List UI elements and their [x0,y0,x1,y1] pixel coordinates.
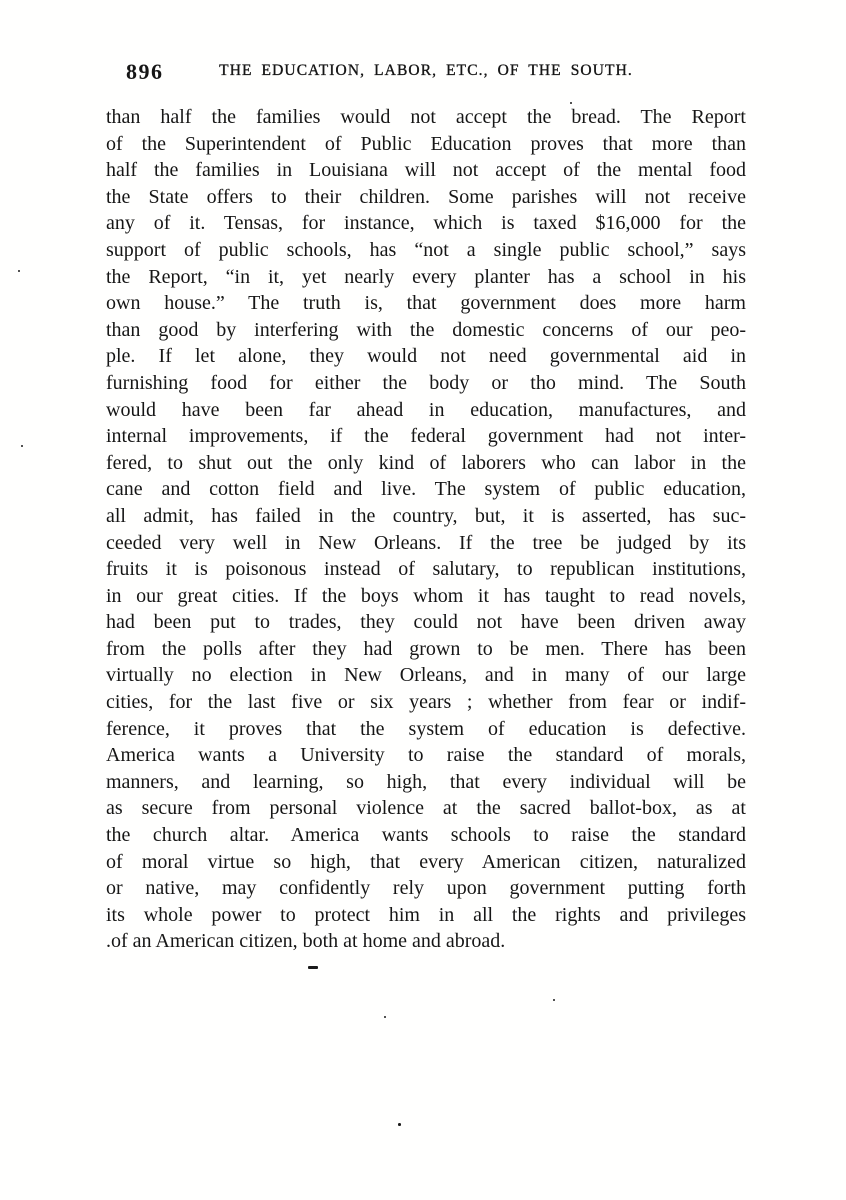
scan-speck [553,999,555,1001]
page-number: 896 [126,59,164,84]
text-line: or native, may confidently rely upon government putting forth [106,877,746,900]
text-line: furnishing food for either the body or tho mind. The South [106,371,746,394]
text-line: ference, it proves that the system of education is defective. [106,717,746,740]
scan-speck [570,102,572,104]
scan-speck [18,270,20,272]
scan-speck [398,1123,401,1126]
running-title: THE EDUCATION, LABOR, ETC., OF THE SOUTH. [219,62,633,79]
text-line: America wants a University to raise the standard of morals, [106,744,746,767]
text-line: than half the families would not accept the bread. The Report [106,106,746,128]
text-line: fruits it is poisonous instead of salutary, to republican institutions, [106,558,746,581]
text-line: ple. If let alone, they would not need governmental aid in [106,345,746,368]
text-line: as secure from personal violence at the sacred ballot-box, as at [106,797,746,820]
text-line: in our great cities. If the boys whom it has taught to read novels, [106,584,746,607]
text-line: .of an American citizen, both at home and abroad. [106,930,506,953]
text-line: own house.” The truth is, that government does more harm [106,292,746,315]
text-line: cane and cotton field and live. The system of public education, [106,478,746,501]
text-line: of moral virtue so high, that every American citizen, naturalized [106,850,746,873]
scan-speck [384,1016,386,1018]
text-line: the State offers to their children. Some parishes will not receive [106,185,746,208]
text-line: of the Superintendent of Public Education proves that more than [106,132,746,155]
scan-speck [21,445,23,447]
text-line: any of it. Tensas, for instance, which is taxed $16,000 for the [106,212,746,235]
text-line: all admit, has failed in the country, but, it is asserted, has suc- [106,504,746,527]
text-line: ceeded very well in New Orleans. If the tree be judged by its [106,531,746,554]
text-line: from the polls after they had grown to be men. There has been [106,637,746,660]
text-line: support of public schools, has “not a single public school,” says [106,238,746,261]
text-line: the church altar. America wants schools to raise the standard [106,824,746,847]
text-line: had been put to trades, they could not have been driven away [106,611,746,634]
text-line: manners, and learning, so high, that every individual will be [106,770,746,793]
text-line: would have been far ahead in education, manufactures, and [106,398,746,421]
text-line: than good by interfering with the domestic concerns of our peo- [106,318,746,341]
text-line: internal improvements, if the federal government had not inter- [106,425,746,448]
text-line: fered, to shut out the only kind of laborers who can labor in the [106,451,746,474]
text-line: the Report, “in it, yet nearly every planter has a school in his [106,265,746,288]
text-line: its whole power to protect him in all the rights and privileges [106,903,746,926]
text-line: cities, for the last five or six years ; whether from fear or indif- [106,691,746,714]
text-line: virtually no election in New Orleans, and in many of our large [106,664,746,687]
page-header [106,59,746,89]
scan-dash-mark [308,966,318,969]
text-line: half the families in Louisiana will not accept of the mental food [106,159,746,182]
body-text [106,104,746,955]
